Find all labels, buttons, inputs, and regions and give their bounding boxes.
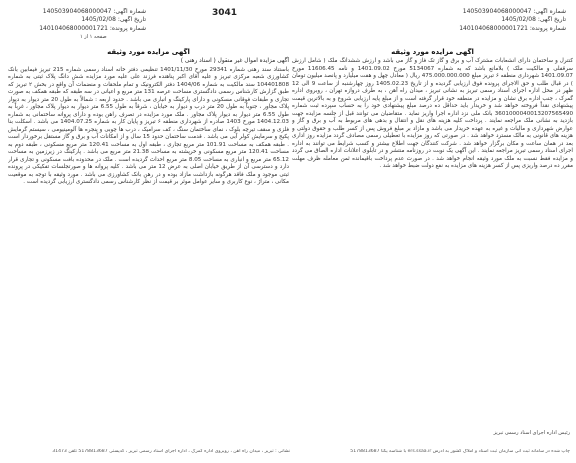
left-column	[8, 48, 289, 424]
header-right	[428, 8, 566, 33]
footer-left: نشانی : تبریز ، میدان راه آهن ، روبروی اداره گمرک ، اداره اجرای اسناد رسمی تبریز ، کدپستی 5178813687 تلفن 31473	[52, 449, 290, 454]
header-line: تاریخ آگهی: 1405/02/08	[501, 16, 566, 24]
notice-subtitle: آگهی مزایده اموال غیر منقول ( اسناد رهنی )	[180, 58, 289, 64]
header-line: شماره آگهی: 140503904068000047	[42, 8, 146, 15]
notice-title: آگهی مزایده مورد وثیقه	[107, 48, 190, 56]
notice-body: باستناد سند رهنی شماره 29341 مورخ 1401/11/30 تنظیمی دفتر خانه اسناد رسمی شماره 215 تبریز فیمابین بانک کشاورزی شعبه مرکزی تبریز و علیه آقای اکبر پناهنده فرزند علی علیه مورد مزایده شش دانگ پلاک ثبتی به شماره 104401808 سند مالکیت به شماره 1404/06 دفتر الکترونیک و تمام ملحقات و منضمات آن واقع در بخش ۲ تبریز که طبق گزارش کارشناس رسمی دادگستری مساحت عرصه 131 متر مربع و اعیانی در سه طبقه که طبقه همکف به صورت تجاری و طبقات فوقانی مسکونی و دارای پارکینگ و انباری می باشد . حدود اربعه : شمالاً به طول 20 متر دیوار به دیوار پلاک مجاور ، جنوباً به طول 20 متر درب و دیوار به خیابان ، شرقاً به طول 6.55 متر دیوار به دیوار پلاک مجاور ، غرباً به طول 6.55 متر دیوار به دیوار پلاک مجاور . ملک مورد مزایده در تصرف راهن بوده و دارای پروانه ساختمانی به شماره 1404.12.03 مورخ 1403 صادره از شهرداری منطقه ۶ تبریز و پایان کار به شماره 1404.07.25 می باشد . اسکلت بنا فلزی و سقف تیرچه بلوک ، نمای ساختمان سنگ ، کف سرامیک ، درب ها چوبی و پنجره ها آلومینیومی ، سیستم گرمایش پکیج و سرمایش کولر آبی می باشد . قدمت ساختمان حدود 15 سال و از امکانات آب و برق و گاز مستقل برخوردار است . طبقه همکف به مساحت 101.91 متر مربع تجاری ، طبقه اول به مساحت 120.41 متر مربع مسکونی ، طبقه دوم به مساحت 120.41 متر مربع مسکونی و خرپشته به مساحت 21.38 متر مربع می باشد . پارکینگ در زیرزمین به مساحت 65.12 متر مربع و انباری به مساحت 8.05 متر مربع احداث گردیده است . ملک در محدوده بافت مسکونی و تجاری قرار دارد و دسترسی آن از طریق خیابان اصلی به عرض 12 متر می باشد . کلیه پروانه ها و صورتجلسات تفکیکی در پرونده ثبتی موجود و ملک فاقد هرگونه بازداشت مازاد بوده و در رهن بانک کشاورزی می باشد . مورد وثیقه با توجه به موقعیت مکانی ، متراژ ، نوع کاربری و سایر عوامل موثر بر قیمت از نظر کارشناس رسمی دادگستری ارزیابی گردیده است .	[8, 66, 289, 185]
right-column	[292, 48, 573, 424]
header-left	[8, 8, 146, 33]
header-line: شماره آگهی: 140503904068000047	[462, 8, 566, 15]
sheet-label: صفحه ۱ از ۱	[80, 34, 107, 40]
footer-right: چاپ شده در سامانه ثبت آنی سازمان ثبت اسناد و املاک کشور به آدرس ers.ssaa.ir با شناسه یکتا 5178813687	[350, 449, 570, 454]
header-line: تاریخ آگهی: 1405/02/08	[81, 16, 146, 24]
notice-title: آگهی مزایده مورد وثیقه	[391, 48, 474, 56]
notice-body: کنترل و ساختمان دارای انشعابات مشترک آب و برق و گاز تک فاز و گاز می باشد و ارزش ششدانگ ملک ( شامل ارزش سرقفلی و مالکیت ملک ) بلامانع باشد که به شماره 5134067 مورخ 1401.09.02 و نامه 11606.45 مورخ 1401.09.07 شهرداری منطقه ۶ تبریز مبلغ 475.000.000.000 ریال ( معادل چهل و هفت میلیارد و پانصد میلیون تومان ) در قبال طلب و حق الاجرای پرونده فوق ارزیابی گردیده و از تاریخ 1405.02.23 روز چهارشنبه از ساعت 9 الی 12 ظهر در محل اداره اجرای اسناد رسمی تبریز به نشانی تبریز ، میدان راه آهن ، به طرف دروازه تهران ، روبروی اداره گمرک ، جنب اداره برق نشان و مزایده در منطقه خود قرار گرفته است و از مبلغ پایه ارزیابی شروع و به بالاترین قیمت پیشنهادی نقداً فروخته خواهد شد و خریدار باید حداقل ده درصد مبلغ پیشنهادی خود را به حساب سپرده ثبت شماره 3601000040013207565490 بانک ملی نزد اداره اجرا واریز نماید . متقاضیان می توانند قبل از جلسه مزایده جهت بازدید به نشانی ملک مراجعه نمایند . پرداخت کلیه هزینه های نقل و انتقال و بدهی های مربوط به آب و برق و گاز و عوارض شهرداری و مالیات و غیره به عهده خریدار می باشد و مازاد بر مبلغ فروش پس از کسر طلب و حقوق دولتی و هزینه های قانونی به مالک مسترد خواهد شد . در صورتی که روز مزایده با تعطیلی رسمی مصادف گردد مزایده روز اداری بعد در همان ساعت و مکان برگزار خواهد شد . شرکت کنندگان جهت اطلاع بیشتر و کسب شرایط می توانند به اداره اجرای اسناد رسمی تبریز مراجعه نمایند . این آگهی یک نوبت در روزنامه منتشر و در تابلوی اعلانات اداره الصاق می گردد و مزایده فقط نسبت به ملک مورد وثیقه انجام خواهد شد . در صورت عدم پرداخت باقیمانده ثمن معامله ظرف مهلت مقرر ده درصد واریزی پس از کسر هزینه های مزایده به نفع دولت ضبط خواهد شد .	[292, 58, 573, 169]
header-line: شماره پرونده: 140104068000001721	[459, 24, 566, 32]
header-line: شماره پرونده: 140104068000001721	[39, 24, 146, 32]
page-number: 3041	[212, 8, 238, 18]
signature: رئیس اداره اجرای اسناد رسمی تبریز	[493, 430, 570, 436]
